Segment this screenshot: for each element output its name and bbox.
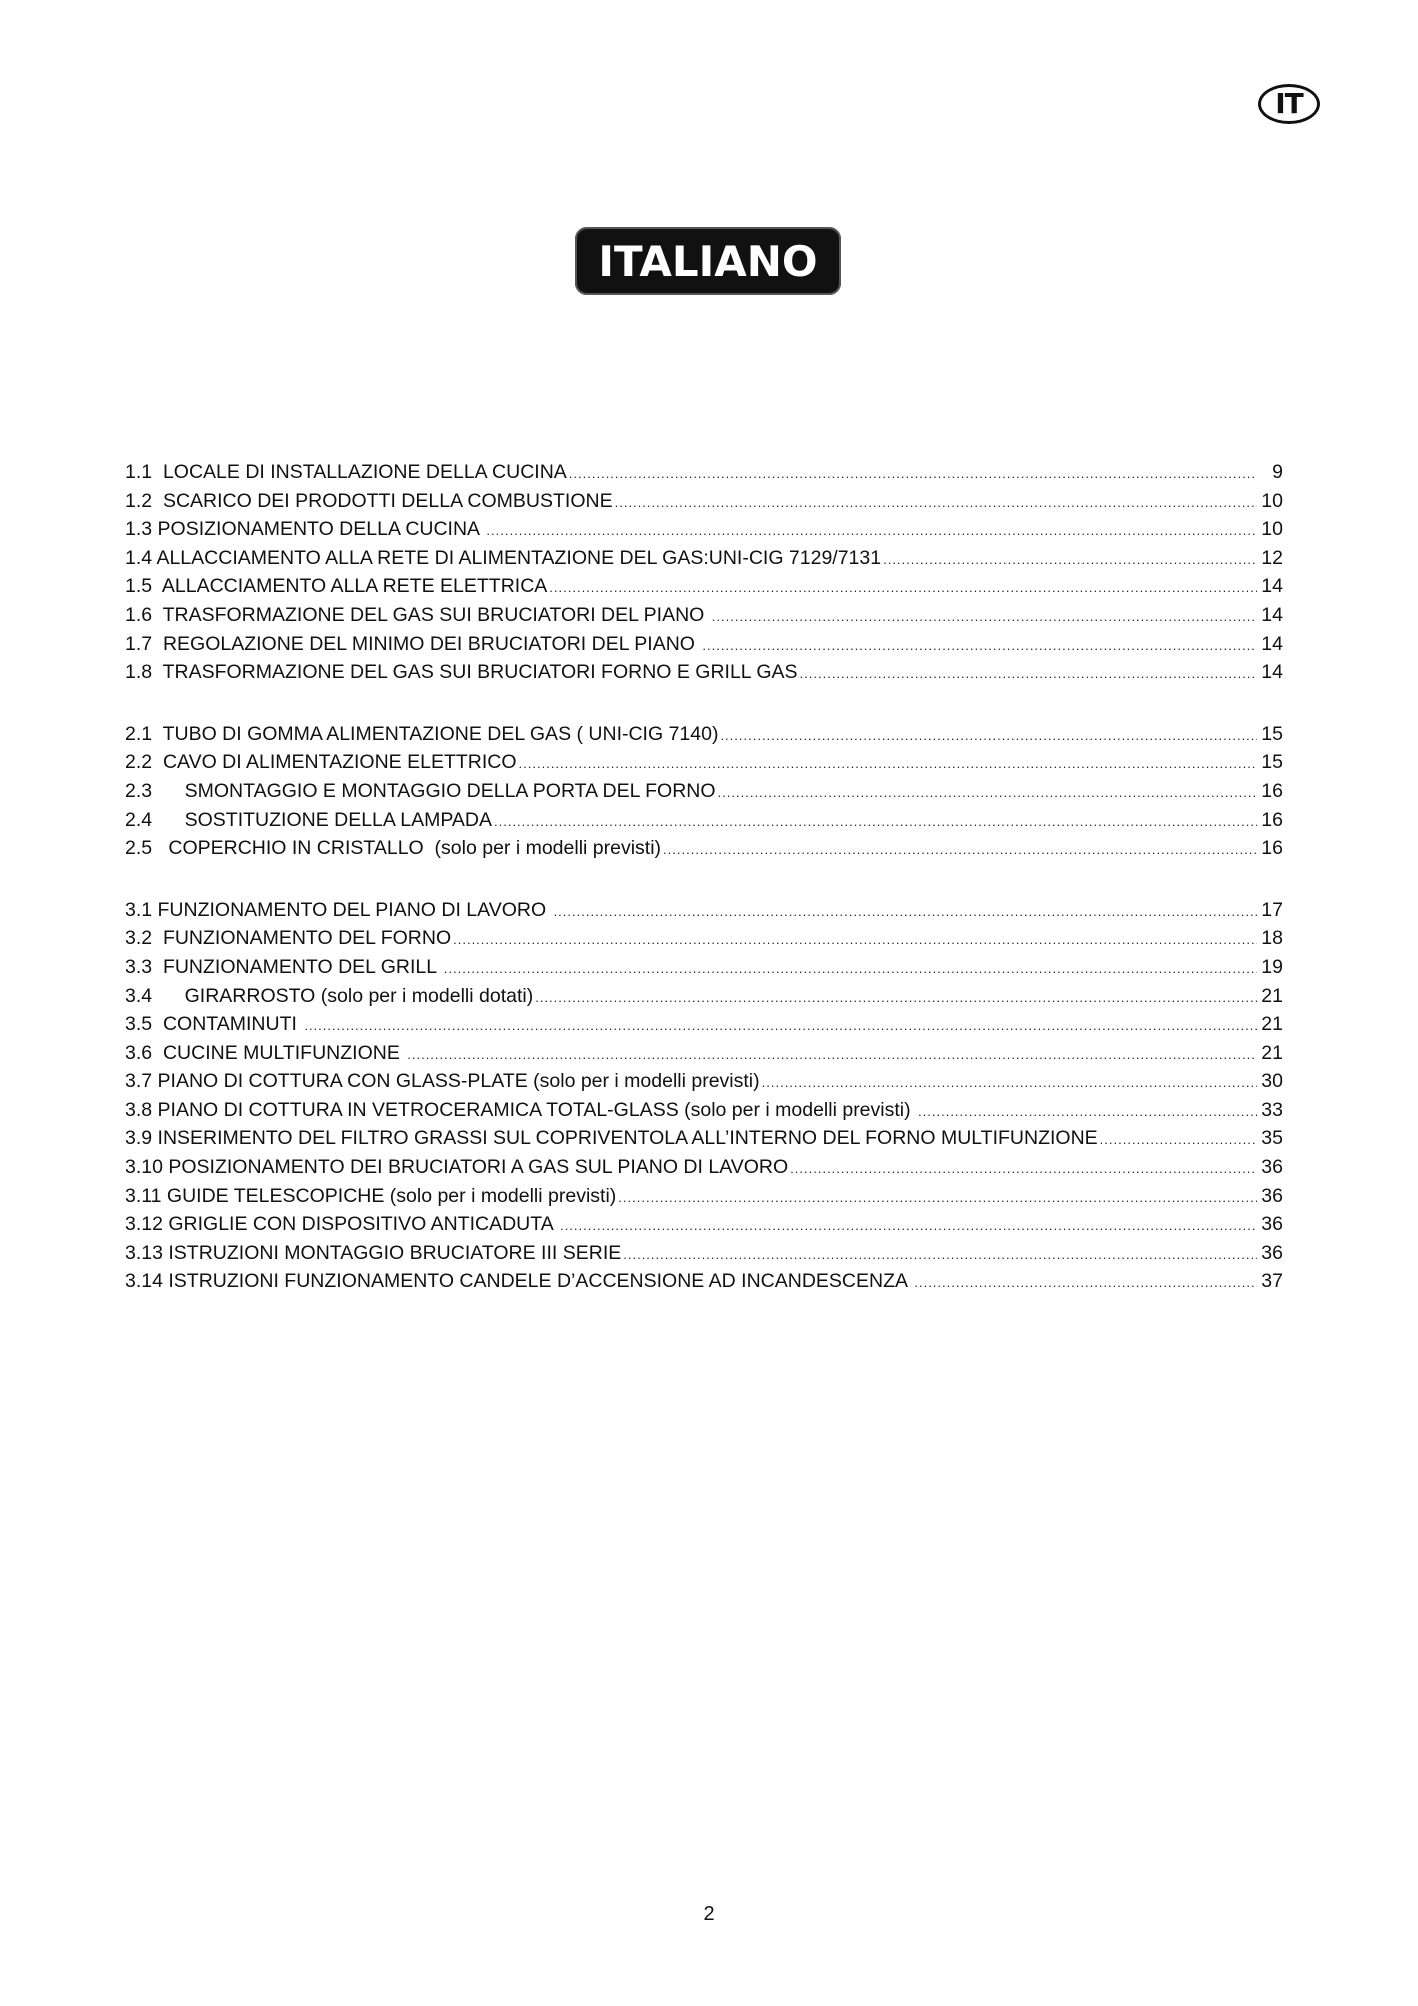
toc-dot-leader [444,961,1257,976]
toc-entry-page: 19 [1261,955,1283,978]
toc-dot-leader [720,728,1257,743]
toc-dot-leader [519,756,1257,771]
toc-dot-leader [623,1247,1257,1262]
toc-dot-leader [1100,1132,1257,1147]
toc-dot-leader [535,990,1257,1005]
toc-entry [125,985,1283,1014]
toc-dot-leader [569,466,1257,481]
toc-dot-leader [549,580,1257,595]
language-title: ITALIANO [598,236,818,286]
toc-entry [125,518,1283,547]
toc-entry-title: 3.2 FUNZIONAMENTO DEL FORNO [125,927,452,950]
toc-entry-page: 36 [1261,1156,1283,1179]
toc-entry-page: 16 [1261,779,1283,802]
toc-dot-leader [304,1018,1257,1033]
toc-entry-page: 16 [1261,837,1283,860]
toc-dot-leader [615,495,1257,510]
toc-entry [125,899,1283,928]
toc-entry [125,633,1283,662]
toc-dot-leader [618,1190,1257,1205]
toc-dot-leader [486,523,1257,538]
toc-entry-title: 1.2 SCARICO DEI PRODOTTI DELLA COMBUSTIONE [125,489,613,512]
toc-entry-title: 3.12 GRIGLIE CON DISPOSITIVO ANTICADUTA [125,1213,559,1236]
page-number: 2 [703,1903,715,1925]
toc-entry-page: 18 [1261,927,1283,950]
toc-entry [125,1042,1283,1071]
toc-dot-leader [762,1075,1257,1090]
toc-entry-title: 1.8 TRASFORMAZIONE DEL GAS SUI BRUCIATORI FORNO E GRILL GAS [125,661,798,684]
toc-entry [125,1127,1283,1156]
toc-entry-page: 14 [1261,661,1283,684]
toc-entry-page: 14 [1261,632,1283,655]
toc-entry [125,1013,1283,1042]
toc-entry [125,1185,1283,1214]
toc-entry [125,723,1283,752]
toc-entry-title: 1.3 POSIZIONAMENTO DELLA CUCINA [125,518,485,541]
toc-entry [125,575,1283,604]
toc-dot-leader [663,842,1257,857]
toc-dot-leader [560,1218,1257,1233]
toc-entry-page: 12 [1261,546,1283,569]
toc-entry [125,1270,1283,1299]
toc-entry-page: 9 [1272,461,1283,483]
toc-entry [125,927,1283,956]
toc-entry-page: 35 [1261,1127,1283,1150]
toc-entry-page: 21 [1261,1013,1283,1036]
toc-dot-leader [883,552,1257,567]
toc-entry-title: 3.1 FUNZIONAMENTO DEL PIANO DI LAVORO [125,898,552,921]
toc-entry-title: 2.3 SMONTAGGIO E MONTAGGIO DELLA PORTA DEL FORNO [125,779,716,802]
toc-entry-title: 1.5 ALLACCIAMENTO ALLA RETE ELETTRICA [125,575,548,598]
toc-entry [125,751,1283,780]
toc-entry-title: 3.13 ISTRUZIONI MONTAGGIO BRUCIATORE III SERIE [125,1241,622,1264]
toc-entry-title: 1.4 ALLACCIAMENTO ALLA RETE DI ALIMENTAZIONE DEL GAS:UNI-CIG 7129/7131 [125,546,882,569]
toc-entry-page: 21 [1261,984,1283,1007]
toc-entry-title: 3.5 CONTAMINUTI [125,1013,303,1036]
toc-dot-leader [453,932,1257,947]
toc-entry [125,1213,1283,1242]
toc-entry-title: 1.6 TRASFORMAZIONE DEL GAS SUI BRUCIATORI DEL PIANO [125,603,710,626]
toc-entry-page: 36 [1261,1184,1283,1207]
toc-entry [125,1242,1283,1271]
toc-entry-page: 30 [1261,1070,1283,1093]
toc-entry-page: 37 [1261,1270,1283,1293]
toc-entry-title: 3.6 CUCINE MULTIFUNZIONE [125,1041,406,1064]
toc-entry-page: 10 [1261,489,1283,512]
language-title-banner [575,227,841,295]
toc-entry-page: 36 [1261,1213,1283,1236]
language-badge-label: IT [1275,87,1303,120]
toc-entry [125,809,1283,838]
toc-dot-leader [800,666,1257,681]
toc-entry-page: 36 [1261,1241,1283,1264]
toc-dot-leader [914,1275,1257,1290]
toc-entry [125,1099,1283,1128]
toc-entry-title: 2.5 COPERCHIO IN CRISTALLO (solo per i modelli previsti) [125,837,662,860]
toc-entry [125,661,1283,690]
toc-group [125,461,1283,690]
toc-entry [125,490,1283,519]
toc-entry [125,604,1283,633]
toc-dot-leader [712,609,1257,624]
toc-entry-title: 3.4 GIRARROSTO (solo per i modelli dotati) [125,984,534,1007]
toc-entry-page: 15 [1261,751,1283,774]
toc-entry-title: 2.1 TUBO DI GOMMA ALIMENTAZIONE DEL GAS ( UNI-CIG 7140) [125,722,719,745]
toc-entry-title: 3.8 PIANO DI COTTURA IN VETROCERAMICA TOTAL-GLASS (solo per i modelli previsti) [125,1098,917,1121]
toc-entry-title: 3.11 GUIDE TELESCOPICHE (solo per i modelli previsti) [125,1184,617,1207]
toc-entry-title: 3.3 FUNZIONAMENTO DEL GRILL [125,955,442,978]
toc-dot-leader [554,904,1257,919]
toc-dot-leader [718,785,1257,800]
toc-entry-page: 17 [1261,898,1283,921]
toc-group [125,899,1283,1299]
toc-entry-page: 10 [1261,518,1283,541]
toc-entry-page: 21 [1261,1041,1283,1064]
toc-entry [125,837,1283,866]
toc-entry-page: 15 [1261,722,1283,745]
toc-dot-leader [407,1047,1257,1062]
toc-entry-title: 2.2 CAVO DI ALIMENTAZIONE ELETTRICO [125,751,517,774]
toc-dot-leader [790,1161,1257,1176]
toc-entry-page: 14 [1261,603,1283,626]
language-badge [1258,84,1320,124]
toc-entry-title: 1.1 LOCALE DI INSTALLAZIONE DELLA CUCINA [125,461,567,483]
toc-entry-page: 14 [1261,575,1283,598]
toc-entry [125,1070,1283,1099]
toc-entry-title: 3.7 PIANO DI COTTURA CON GLASS-PLATE (solo per i modelli previsti) [125,1070,760,1093]
toc-entry-title: 3.10 POSIZIONAMENTO DEI BRUCIATORI A GAS SUL PIANO DI LAVORO [125,1156,789,1179]
toc-entry [125,461,1283,490]
toc-entry-title: 1.7 REGOLAZIONE DEL MINIMO DEI BRUCIATORI DEL PIANO [125,632,701,655]
toc-entry-page: 16 [1261,808,1283,831]
toc-entry-page: 33 [1261,1098,1283,1121]
toc-entry [125,780,1283,809]
toc-dot-leader [702,638,1257,653]
toc-entry-title: 3.14 ISTRUZIONI FUNZIONAMENTO CANDELE D’ACCENSIONE AD INCANDESCENZA [125,1270,913,1293]
toc-dot-leader [918,1104,1257,1119]
toc-entry-title: 3.9 INSERIMENTO DEL FILTRO GRASSI SUL COPRIVENTOLA ALL’INTERNO DEL FORNO MULTIFUNZIONE [125,1127,1098,1150]
toc-entry [125,1156,1283,1185]
toc-entry [125,547,1283,576]
toc-entry [125,956,1283,985]
toc-dot-leader [494,814,1257,829]
toc-entry-title: 2.4 SOSTITUZIONE DELLA LAMPADA [125,808,492,831]
table-of-contents [125,461,1283,1332]
toc-group [125,723,1283,866]
